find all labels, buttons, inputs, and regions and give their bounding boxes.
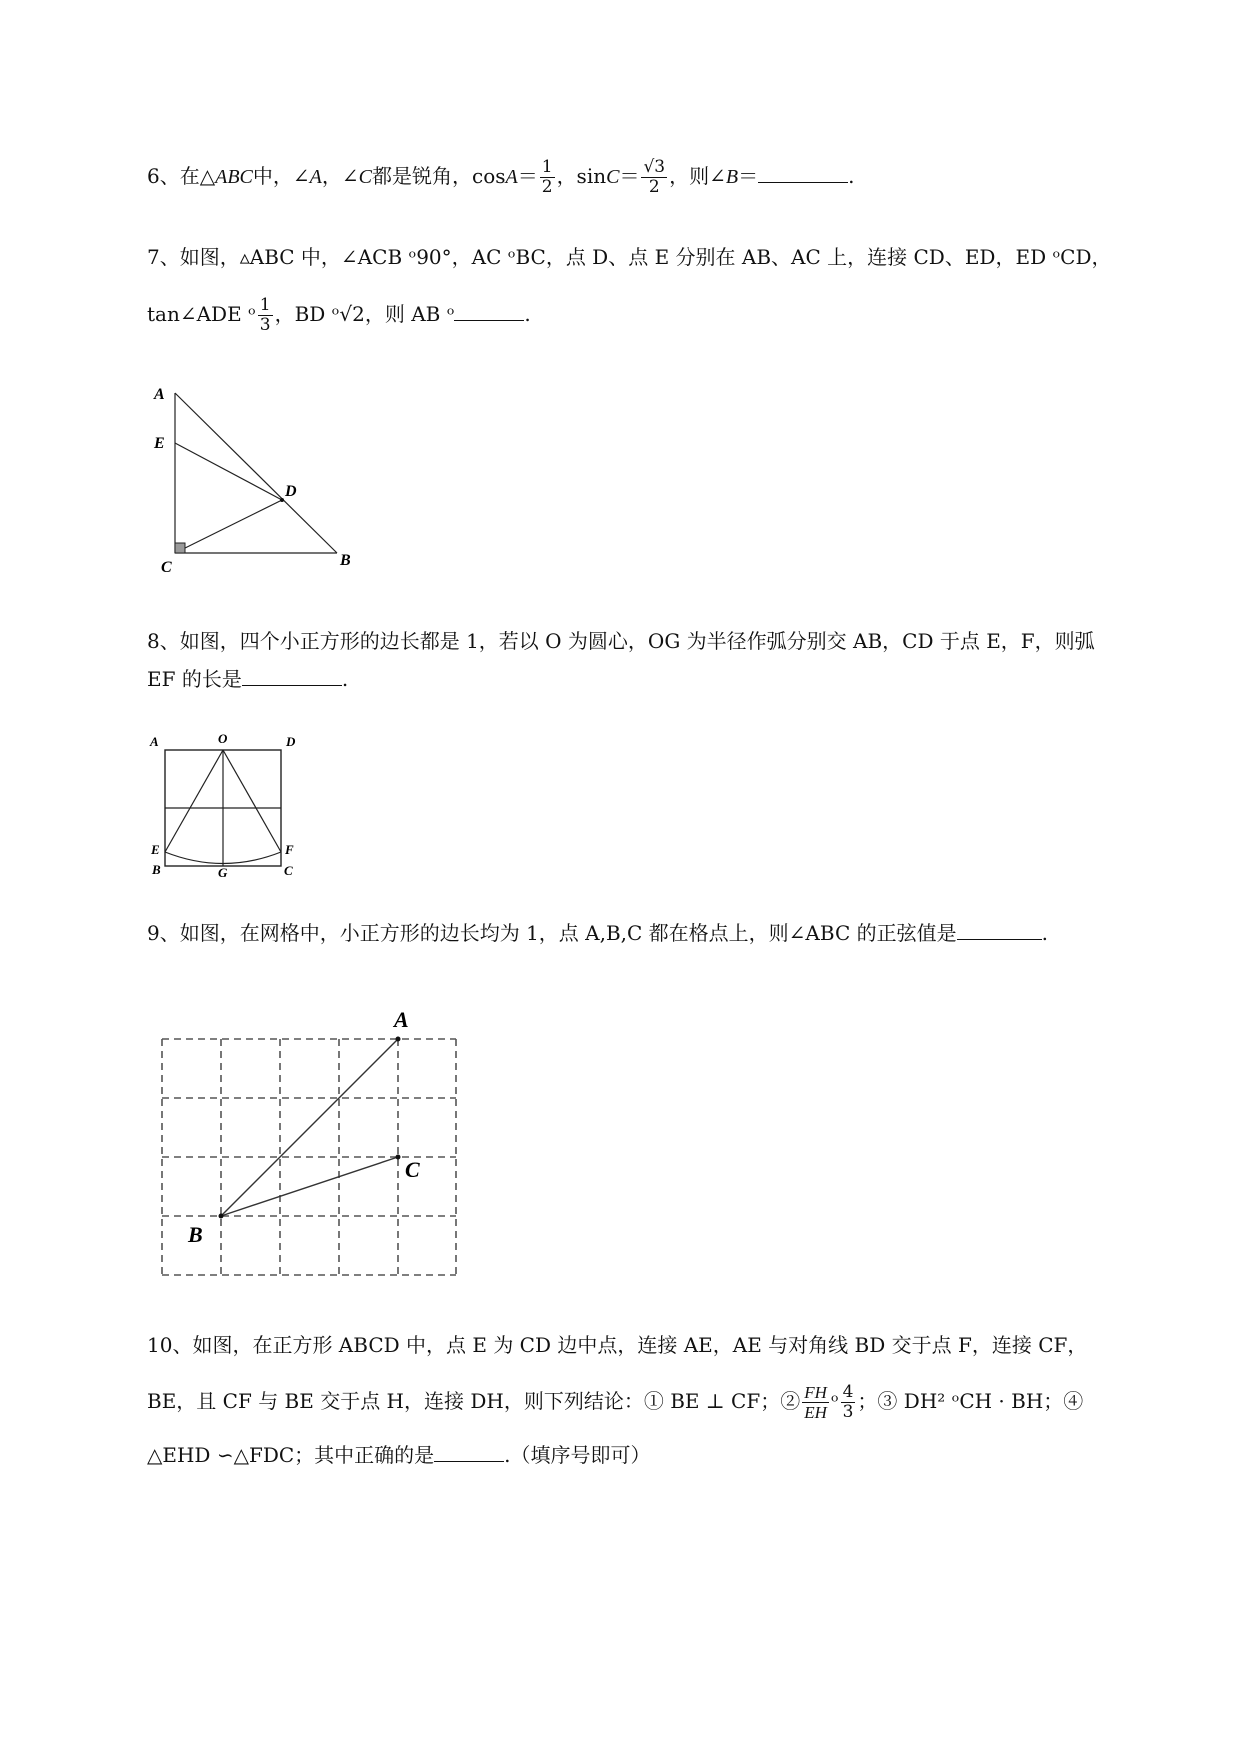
fig9-label-A: A: [394, 1007, 409, 1032]
fraction-four-thirds: $\frac{4}{3}$: [842, 1382, 854, 1422]
fig7-label-B: B: [340, 552, 351, 569]
fig9-label-C: C: [405, 1157, 420, 1182]
question-10-line-3: △EHD ∽△FDC；其中正确的是 .（填序号即可）: [147, 1443, 651, 1467]
answer-blank: [434, 1443, 504, 1462]
fig7-label-A: A: [154, 386, 165, 403]
answer-blank: [758, 164, 848, 183]
question-9: 9、如图，在网格中，小正方形的边长均为 1，点 A,B,C 都在格点上，则∠ABC 的正弦值是 .: [147, 921, 1048, 945]
fig9-label-B: B: [188, 1222, 203, 1247]
question-10-line-2: BE，且 CF 与 BE 交于点 H，连接 DH，则下列结论：① BE ⊥ CF；② $\frac{FH}{EH}$ ᵒ $\frac{4}{3}$ ；③ DH² ᵒCH · BH；④: [147, 1382, 1084, 1422]
fraction-one-half: $\frac{1}{2}$: [541, 157, 553, 197]
answer-blank: [242, 667, 342, 686]
fig8-label-C: C: [284, 863, 293, 878]
fig8-label-O: O: [218, 731, 228, 746]
question-6: 6、在△ABC中，∠A，∠C都是锐角，cosA＝ $\frac{1}{2}$ ，sinC＝ $\frac{√3}{2}$ ，则∠B＝ .: [147, 157, 855, 197]
figure-8-squares: [140, 728, 310, 878]
question-8-line-2: EF 的长是 .: [147, 667, 349, 691]
fig8-label-E: E: [151, 842, 160, 857]
fraction-fh-over-eh: $\frac{FH}{EH}$: [804, 1383, 827, 1422]
question-7-line-2: tan∠ADE ᵒ $\frac{1}{3}$ ，BD ᵒ√2，则 AB ᵒ .: [147, 295, 531, 335]
fig8-label-B: B: [152, 862, 161, 877]
fig8-label-A: A: [150, 734, 159, 749]
figure-9-grid: [140, 996, 470, 1286]
question-7-line-1: 7、如图，▵ABC 中，∠ACB ᵒ90°，AC ᵒBC，点 D、点 E 分别在 AB、AC 上，连接 CD、ED，ED ᵒCD，: [147, 245, 1112, 269]
question-10-line-1: 10、如图，在正方形 ABCD 中，点 E 为 CD 边中点，连接 AE，AE 与对角线 BD 交于点 F，连接 CF，: [147, 1333, 1088, 1357]
fraction-one-third: $\frac{1}{3}$: [259, 295, 271, 335]
fig7-label-E: E: [154, 435, 165, 452]
answer-blank: [957, 921, 1042, 940]
fig7-label-C: C: [161, 559, 172, 575]
fig8-label-D: D: [286, 734, 296, 749]
fraction-root3-over-2: $\frac{√3}{2}$: [643, 157, 666, 197]
figure-7-triangle: [140, 375, 380, 575]
fig8-label-G: G: [218, 865, 228, 878]
fig8-label-F: F: [285, 842, 294, 857]
question-8-line-1: 8、如图，四个小正方形的边长都是 1，若以 O 为圆心，OG 为半径作弧分别交 AB，CD 于点 E，F，则弧: [147, 629, 1095, 653]
answer-blank: [454, 302, 524, 321]
fig7-label-D: D: [285, 483, 297, 500]
